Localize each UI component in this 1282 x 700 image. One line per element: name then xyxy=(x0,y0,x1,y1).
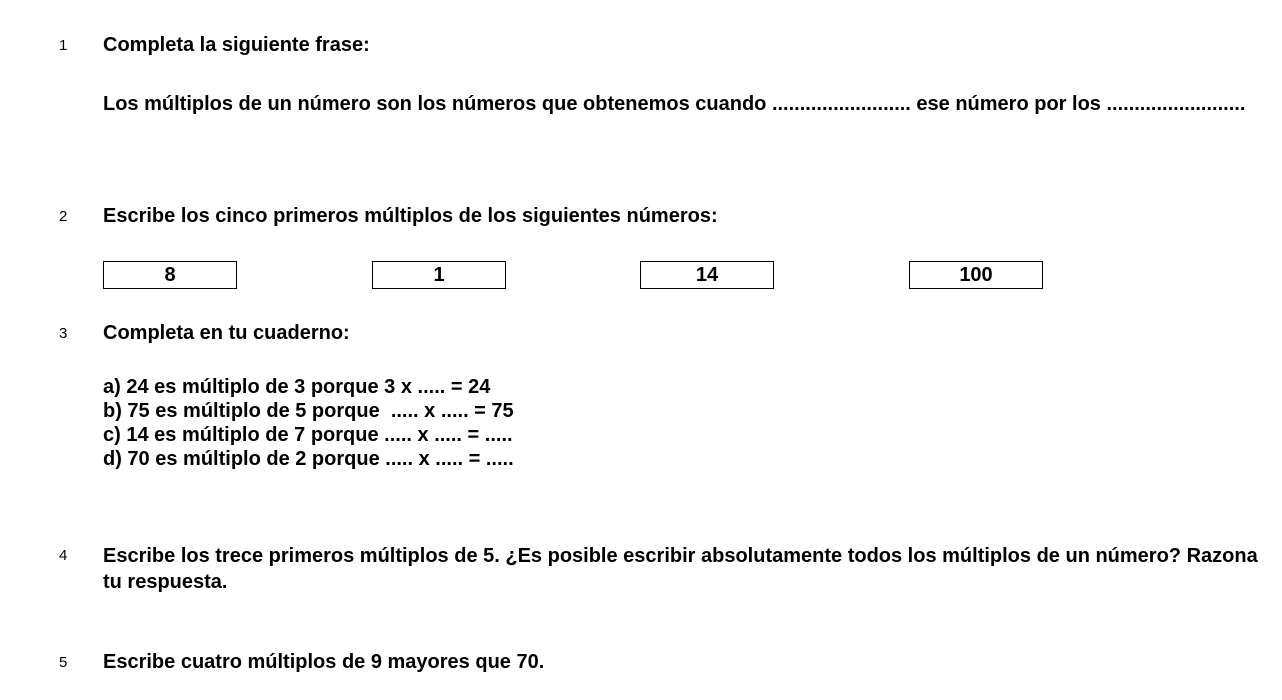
question-text: Escribe los cinco primeros múltiplos de los siguientes números: xyxy=(103,205,718,227)
list-item: c) 14 es múltiplo de 7 porque ..... x ..... = ..... xyxy=(103,424,513,446)
question-text: Completa la siguiente frase: xyxy=(103,34,370,56)
question-number: 3 xyxy=(59,325,68,342)
question-text: Escribe los trece primeros múltiplos de 5. ¿Es posible escribir absolutamente todos los múltiplos de un número? Razona tu respuesta. xyxy=(103,545,1258,593)
number-box: 8 xyxy=(103,261,237,289)
number-box: 1 xyxy=(372,261,506,289)
number-box: 14 xyxy=(640,261,774,289)
question-text: Completa en tu cuaderno: xyxy=(103,322,350,344)
question-number: 4 xyxy=(59,547,68,564)
list-item: d) 70 es múltiplo de 2 porque ..... x ..... = ..... xyxy=(103,448,514,470)
exercise-list xyxy=(103,375,514,471)
fill-in-sentence: Los múltiplos de un número son los números que obtenemos cuando ......................... ese número por los ......................... xyxy=(103,93,1246,115)
question-number: 1 xyxy=(59,37,68,54)
question-number: 2 xyxy=(59,208,68,225)
list-item: b) 75 es múltiplo de 5 porque ..... x ..... = 75 xyxy=(103,400,514,422)
number-box: 100 xyxy=(909,261,1043,289)
question-text: Escribe cuatro múltiplos de 9 mayores que 70. xyxy=(103,651,545,673)
question-number: 5 xyxy=(59,654,68,671)
list-item: a) 24 es múltiplo de 3 porque 3 x ..... = 24 xyxy=(103,376,491,398)
